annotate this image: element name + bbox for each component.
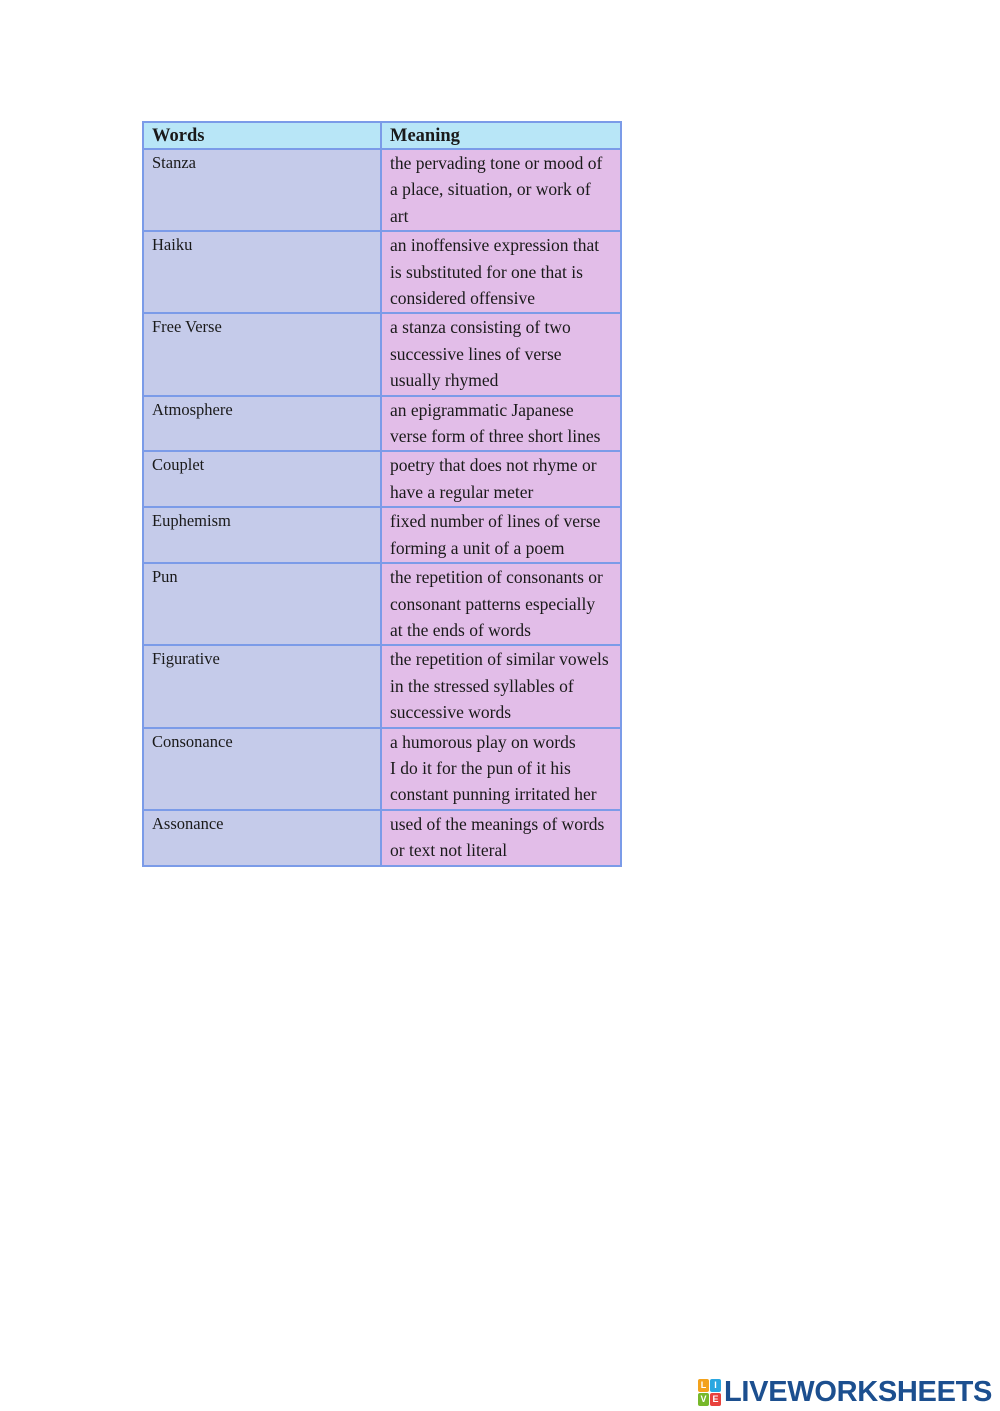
meaning-line: the repetition of similar vowels <box>390 649 609 670</box>
meaning-cell <box>381 507 621 563</box>
meaning-line: poetry that does not rhyme or <box>390 455 597 476</box>
table-header-row <box>143 122 621 149</box>
meaning-line: successive words <box>390 702 512 723</box>
brand-name: LIVEWORKSHEETS <box>724 1375 993 1408</box>
meaning-cell <box>381 396 621 452</box>
table-row <box>143 149 621 231</box>
meaning-cell <box>381 563 621 645</box>
meaning-line: a stanza consisting of two <box>390 317 571 338</box>
meaning-cell <box>381 728 621 810</box>
meaning-cell <box>381 451 621 507</box>
meaning-line: forming a unit of a poem <box>390 537 565 558</box>
meaning-line: or text not literal <box>390 840 508 861</box>
table-row <box>143 563 621 645</box>
table-row <box>143 396 621 452</box>
meaning-cell <box>381 231 621 313</box>
meaning-line: is substituted for one that is <box>390 261 583 282</box>
meaning-line: in the stressed syllables of <box>390 675 574 696</box>
word-cell: Figurative <box>143 645 381 727</box>
word-cell: Euphemism <box>143 507 381 563</box>
meaning-line: I do it for the pun of it his <box>390 757 571 778</box>
meaning-cell <box>381 810 621 866</box>
word-cell: Atmosphere <box>143 396 381 452</box>
word-cell: Consonance <box>143 728 381 810</box>
table-row <box>143 645 621 727</box>
meaning-line: have a regular meter <box>390 481 534 502</box>
table-row <box>143 231 621 313</box>
liveworksheets-brand <box>698 1374 992 1410</box>
table-body <box>143 149 621 866</box>
meaning-line: an epigrammatic Japanese <box>390 399 574 420</box>
meaning-line: the pervading tone or mood of <box>390 153 603 173</box>
meaning-line: a humorous play on words <box>390 731 576 752</box>
meaning-line: usually rhymed <box>390 370 499 391</box>
table-row <box>143 810 621 866</box>
meaning-line: art <box>390 205 409 226</box>
header-meaning: Meaning <box>381 122 621 149</box>
meaning-cell <box>381 645 621 727</box>
meaning-cell <box>381 149 621 231</box>
meaning-line: an inoffensive expression that <box>390 235 600 256</box>
header-words: Words <box>143 122 381 149</box>
meaning-line: verse form of three short lines <box>390 426 601 447</box>
meaning-line: constant punning irritated her <box>390 784 597 805</box>
table-row <box>143 451 621 507</box>
vocabulary-table <box>142 121 622 867</box>
word-cell: Couplet <box>143 451 381 507</box>
meaning-line: fixed number of lines of verse <box>390 511 601 532</box>
meaning-line: at the ends of words <box>390 619 531 640</box>
table-row <box>143 728 621 810</box>
meaning-line: successive lines of verse <box>390 343 562 364</box>
meaning-cell <box>381 313 621 395</box>
liveworksheets-logo-icon <box>698 1379 722 1406</box>
meaning-line: used of the meanings of words <box>390 813 605 834</box>
word-cell: Stanza <box>143 149 381 231</box>
table-row <box>143 313 621 395</box>
word-cell: Free Verse <box>143 313 381 395</box>
meaning-line: the repetition of consonants or <box>390 567 603 588</box>
logo-block: E <box>710 1393 721 1406</box>
table-row <box>143 507 621 563</box>
word-cell: Haiku <box>143 231 381 313</box>
meaning-line: considered offensive <box>390 288 535 309</box>
logo-block: I <box>710 1379 721 1392</box>
meaning-line: a place, situation, or work of <box>390 179 591 200</box>
word-cell: Pun <box>143 563 381 645</box>
meaning-line: consonant patterns especially <box>390 593 596 614</box>
logo-block: V <box>698 1393 709 1406</box>
word-cell: Assonance <box>143 810 381 866</box>
logo-block: L <box>698 1379 709 1392</box>
